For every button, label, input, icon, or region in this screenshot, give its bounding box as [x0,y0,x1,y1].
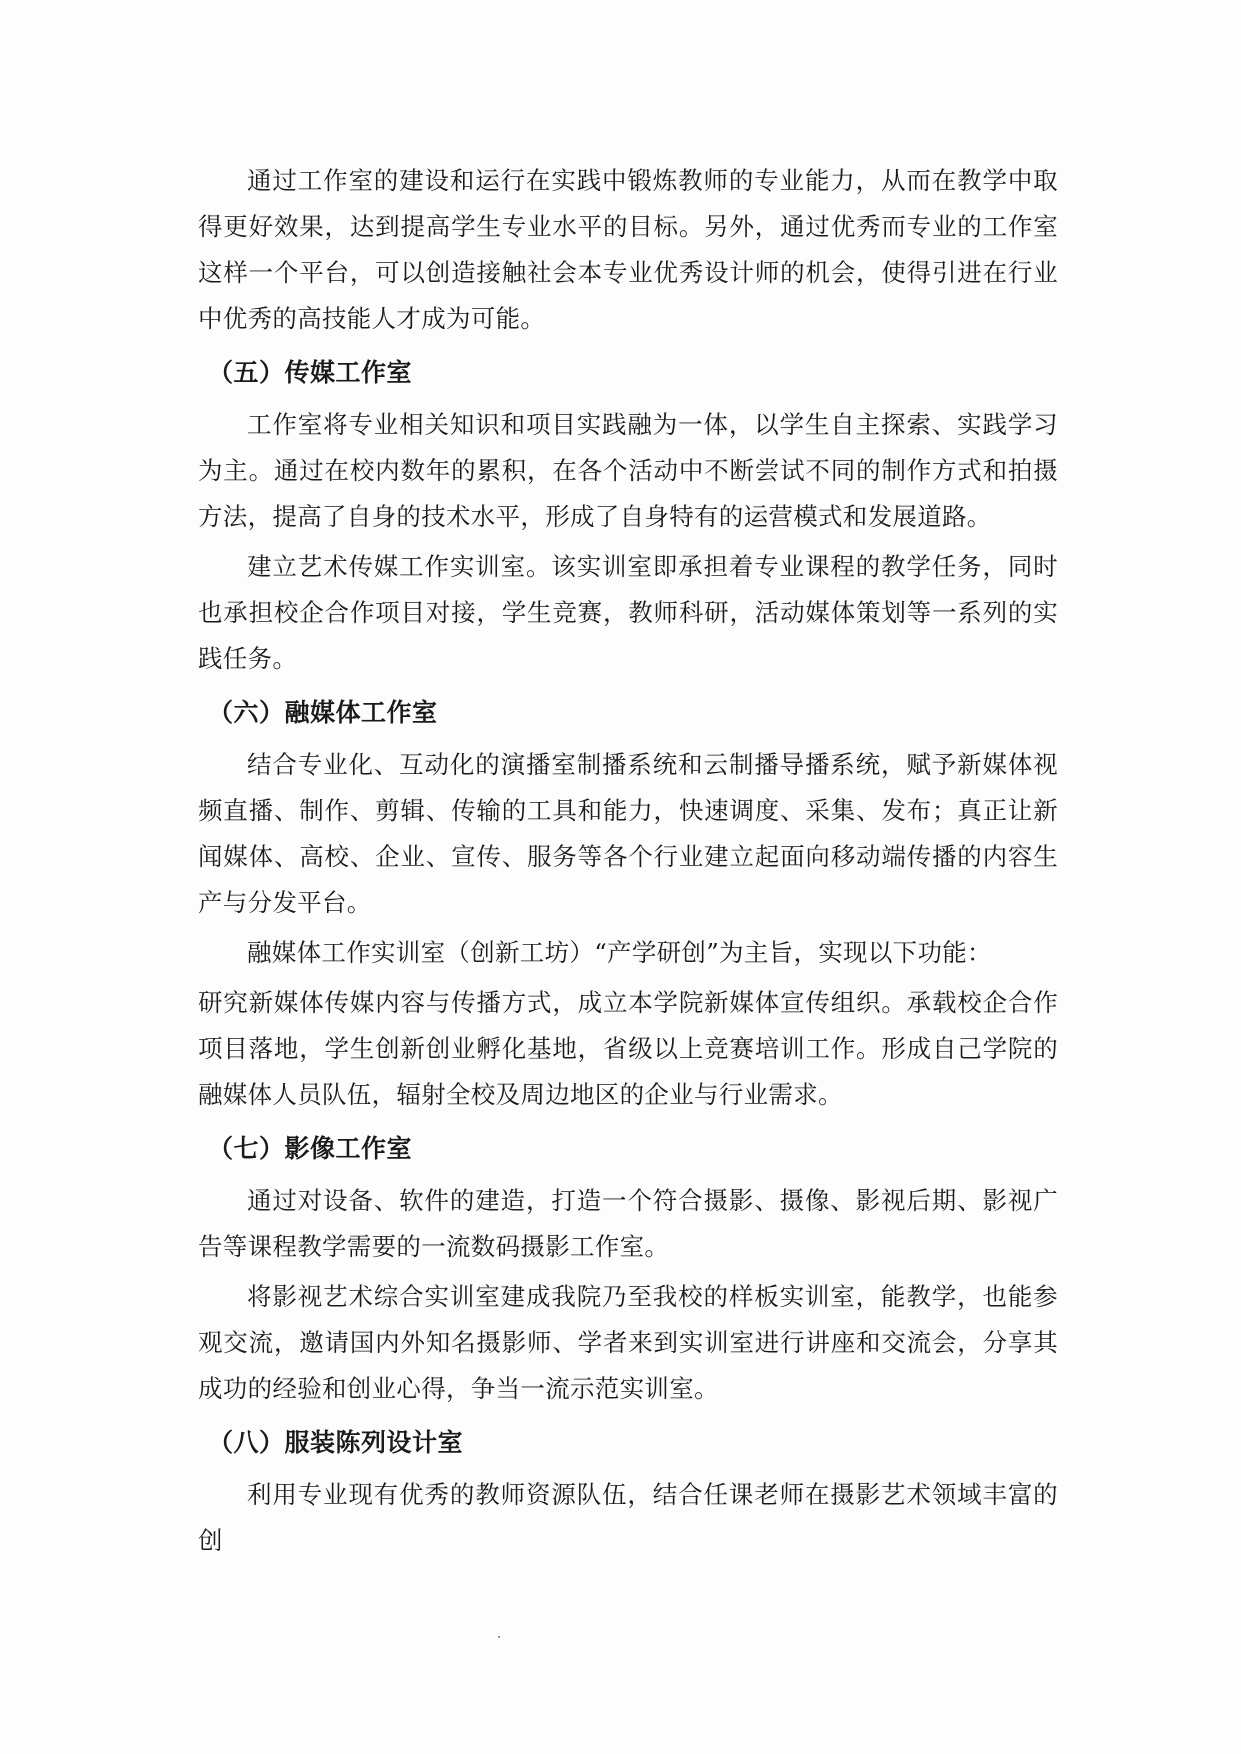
paragraph-film-art-training-room: 将影视艺术综合实训室建成我院乃至我校的样板实训室，能教学，也能参观交流，邀请国内外知名摄影师、学者来到实训室进行讲座和交流会，分享其成功的经验和创业心得，争当一流示范实训室。 [198,1282,1058,1403]
scan-speck [498,1636,500,1638]
paragraph-converged-media-system: 结合专业化、互动化的演播室制播系统和云制播导播系统，赋予新媒体视频直播、制作、剪辑、传输的工具和能力，快速调度、采集、发布；真正让新闻媒体、高校、企业、宣传、服务等各个行业建立起面向移动端传播的内容生产与分发平台。 [198,750,1058,917]
paragraph-media-studio-overview: 工作室将专业相关知识和项目实践融为一体，以学生自主探索、实践学习为主。通过在校内数年的累积，在各个活动中不断尝试不同的制作方式和拍摄方法，提高了自身的技术水平，形成了自身特有的运营模式和发展道路。 [198,410,1058,531]
paragraph-imaging-studio-equipment: 通过对设备、软件的建造，打造一个符合摄影、摄像、影视后期、影视广告等课程教学需要的一流数码摄影工作室。 [198,1186,1058,1261]
paragraph-converged-media-research: 研究新媒体传媒内容与传播方式，成立本学院新媒体宣传组织。承载校企合作项目落地，学生创新创业孵化基地，省级以上竞赛培训工作。形成自己学院的融媒体人员队伍，辐射全校及周边地区的企业与行业需求。 [198,988,1058,1109]
section-heading-converged-media-studio: （六）融媒体工作室 [208,698,438,727]
section-heading-imaging-studio: （七）影像工作室 [208,1134,413,1163]
section-heading-fashion-display-studio: （八）服装陈列设计室 [208,1428,464,1457]
page-content [198,158,1058,1568]
paragraph-studio-benefits: 通过工作室的建设和运行在实践中锻炼教师的专业能力，从而在教学中取得更好效果，达到提高学生专业水平的目标。另外，通过优秀而专业的工作室这样一个平台，可以创造接触社会本专业优秀设计师的机会，使得引进在行业中优秀的高技能人才成为可能。 [198,166,1058,333]
paragraph-art-media-training-room: 建立艺术传媒工作实训室。该实训室即承担着专业课程的教学任务，同时也承担校企合作项目对接，学生竞赛，教师科研，活动媒体策划等一系列的实践任务。 [198,552,1058,673]
paragraph-fashion-display-intro: 利用专业现有优秀的教师资源队伍，结合任课老师在摄影艺术领域丰富的创 [198,1480,1058,1555]
paragraph-converged-media-functions: 融媒体工作实训室（创新工坊）“产学研创”为主旨，实现以下功能： [247,938,992,967]
section-heading-media-studio: （五）传媒工作室 [208,358,413,387]
